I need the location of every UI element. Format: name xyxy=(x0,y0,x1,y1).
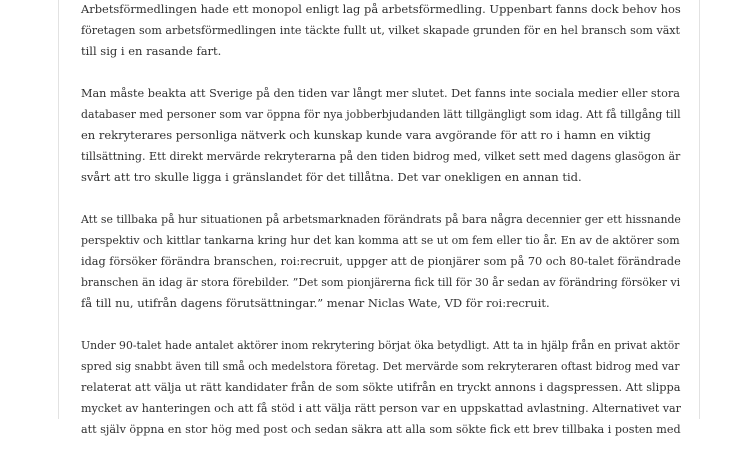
article-paragraph xyxy=(81,83,681,188)
text-line: databaser med personer som var öppna för nya jobberbjudanden lätt tillgängligt som idag. Att få tillgång till xyxy=(81,108,681,121)
text-line: Man måste beakta att Sverige på den tiden var långt mer slutet. Det fanns inte sociala medier eller stora xyxy=(81,87,680,100)
article-paragraph xyxy=(81,0,681,62)
text-line: Att se tillbaka på hur situationen på arbetsmarknaden förändrats på bara några decennier ger ett hissnande xyxy=(81,213,681,226)
text-line: perspektiv och kittlar tankarna kring hur det kan komma att se ut om fem eller tio år. En av de aktörer som xyxy=(81,234,680,247)
text-line: tillsättning. Ett direkt mervärde rekryterarna på den tiden bidrog med, vilket sett med dagens glasögon är xyxy=(81,150,681,163)
article-body xyxy=(81,0,681,461)
text-line: mycket av hanteringen och att få stöd i att välja rätt person var en uppskattad avlastning. Alternativet var xyxy=(81,402,681,415)
left-column-border xyxy=(58,0,59,419)
text-line: att själv öppna en stor hög med post och sedan säkra att alla som sökte fick ett brev tillbaka i posten med xyxy=(81,423,681,436)
article-paragraph xyxy=(81,209,681,314)
text-line: spred sig snabbt även till små och medelstora företag. Det mervärde som rekryteraren oftast bidrog med var xyxy=(81,360,680,373)
text-line: relaterat att välja ut rätt kandidater från de som sökte utifrån en tryckt annons i dagspressen. Att slippa xyxy=(81,381,681,394)
text-line: idag försöker förändra branschen, roi:recruit, uppger att de pionjärer som på 70 och 80-talet förändrade xyxy=(81,255,681,268)
article-paragraph xyxy=(81,335,681,440)
text-line: en rekryterares personliga nätverk och kunskap kunde vara avgörande för att ro i hamn en viktig xyxy=(81,128,651,142)
text-line: företagen som arbetsförmedlingen inte täckte fullt ut, vilket skapade grunden för en hel bransch som växt xyxy=(81,24,681,37)
text-line: Under 90-talet hade antalet aktörer inom rekrytering börjat öka betydligt. Att ta in hjälp från en privat aktör xyxy=(81,339,680,352)
text-line: svårt att tro skulle ligga i gränslandet för det tillåtna. Det var onekligen en annan tid. xyxy=(81,170,582,184)
text-line: branschen än idag är stora förebilder. ”Det som pionjärerna fick till för 30 år sedan av förändring försöker vi xyxy=(81,276,681,289)
text-line: få till nu, utifrån dagens förutsättningar.” menar Niclas Wate, VD för roi:recruit. xyxy=(81,296,550,310)
right-column-border xyxy=(699,0,700,419)
text-line: till sig i en rasande fart. xyxy=(81,44,222,58)
text-line: Arbetsförmedlingen hade ett monopol enligt lag på arbetsförmedling. Uppenbart fanns dock behov hos xyxy=(81,2,681,16)
